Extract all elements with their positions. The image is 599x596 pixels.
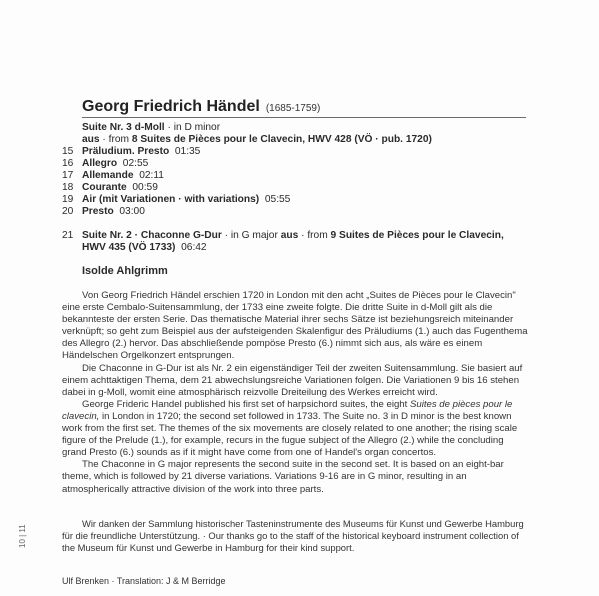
suite3-title — [82, 122, 220, 133]
track-title: Air (mit Variationen — [82, 194, 176, 205]
english-p1-end: in London in 1720; the second set followed in 1733. The Suite no. 3 in D minor is the best known work from the first set. The themes of the six movements are closely related to one another; the rising scale figure of the Prelude (1.), for example, recurs in the fugue subject of the Allegro (2.) while the concluding grand Presto (6.) sounds as if it might have come from one of Handel's organ concertos. — [62, 410, 518, 459]
english-paragraph-1 — [62, 399, 528, 459]
track-number: 17 — [62, 170, 74, 181]
track-time: 02:55 — [122, 158, 149, 169]
suite3-key: · in D minor — [164, 122, 221, 133]
track-title: Präludium. Presto — [82, 146, 170, 157]
suite3-collection: 8 Suites de Pièces pour le Clavecin, HWV 428 (VÖ · pub. 1720) — [131, 134, 432, 145]
suite3-from: · from — [99, 134, 132, 145]
track21-from: · from — [298, 230, 331, 241]
track-row — [62, 158, 148, 169]
track21-key: · in G major — [221, 230, 281, 241]
track-number: 16 — [62, 158, 74, 169]
track-number: 18 — [62, 182, 74, 193]
suite3-source — [82, 134, 432, 145]
track-title: Courante — [82, 182, 127, 193]
track-number: 19 — [62, 194, 74, 205]
performer-name: Isolde Ahlgrimm — [82, 265, 168, 277]
track-time: 00:59 — [132, 182, 158, 193]
track-time: 01:35 — [174, 146, 201, 157]
track-time: 02:11 — [139, 170, 164, 181]
composer-name: Georg Friedrich Händel — [82, 98, 260, 115]
track-time: 05:55 — [264, 194, 291, 205]
track-21-line1 — [62, 230, 504, 241]
suite3-name: Suite Nr. 3 d-Moll — [82, 122, 165, 133]
english-p1-title: Suites de pièces pour le clavecin, — [62, 398, 513, 422]
track-21-line2 — [82, 242, 207, 253]
german-paragraph-1: Von Georg Friedrich Händel erschien 1720 in London mit den acht „Suites de Pièces pour le Clavecin" eine erste Cembalo-Suitensammlung, der 1733 eine zweite folgte. Die dritte Suite in d-Moll gilt als die bekannteste der ersten Serie. Das thematische Material ihrer sechs Sätze ist beziehungsreich miteinander verknüpft; so geht zum Beispiel aus der aufsteigenden Skalenfigur des Präludiums (1.) auch das Fugenthema des Allegro (2.) hervor. Das abschließende pompöse Presto (6.) nimmt sich aus, als wäre es einem Händelschen Orgelkonzert entsprungen. — [62, 290, 528, 362]
track21-catalog: HWV 435 (VÖ 1733) — [82, 242, 176, 253]
track-number: 20 — [62, 206, 74, 217]
track-number: 15 — [62, 146, 74, 157]
track21-aus: aus — [280, 230, 299, 241]
english-paragraph-2: The Chaconne in G major represents the second suite in the second set. It is based on an eight-bar theme, which is followed by 21 diverse variations. Variations 9-16 are in G minor, resulting in an atmospherically attractive division of the work into three parts. — [62, 459, 504, 495]
suite3-aus: aus — [82, 134, 100, 145]
track-row — [62, 170, 164, 181]
track-row — [62, 194, 290, 205]
thanks-text: Wir danken der Sammlung historischer Tasteninstrumente des Museums für Kunst und Gewerbe Hamburg für die freundliche Unterstützung. · Our thanks go to the staff of the historical keyboard instrument collection of the Museum für Kunst und Gewerbe in Hamburg for their kind support. — [62, 518, 524, 553]
english-p1-start: George Frideric Handel published his first set of harpsichord suites, the eight — [82, 398, 410, 410]
composer-dates: (1685-1759) — [265, 103, 321, 114]
track-row — [62, 146, 200, 157]
track-number: 21 — [62, 230, 74, 241]
track21-title: Suite Nr. 2 · Chaconne G-Dur — [82, 230, 222, 241]
track-time: 03:00 — [119, 206, 145, 217]
acknowledgement — [62, 518, 528, 553]
credits: Ulf Brenken · Translation: J & M Berridge — [62, 576, 226, 586]
german-paragraph-2: Die Chaconne in G-Dur ist als Nr. 2 ein eigenständiger Teil der zweiten Suitensammlung. Sie basiert auf einem achttaktigen Thema, dem 21 abwechslungsreiche Variationen folgen. Die Variationen 9 bis 16 stehen dabei in g-Moll, womit eine atmosphärisch reizvolle Dreiteilung des Werkes erreicht wird. — [62, 362, 523, 398]
track-row — [62, 182, 158, 193]
heading-rule — [82, 117, 526, 118]
track-time: 06:42 — [181, 242, 207, 253]
liner-notes — [62, 290, 528, 496]
track21-collection: 9 Suites de Pièces pour le Clavecin, — [330, 230, 504, 241]
track-row — [62, 206, 145, 217]
track-title: Allegro — [82, 158, 118, 169]
page-number: 10 | 11 — [18, 524, 27, 548]
track-title-rest: · with variations) — [175, 194, 260, 205]
composer-heading — [82, 98, 320, 116]
track-title: Presto — [82, 206, 114, 217]
track-title: Allemande — [82, 170, 134, 181]
